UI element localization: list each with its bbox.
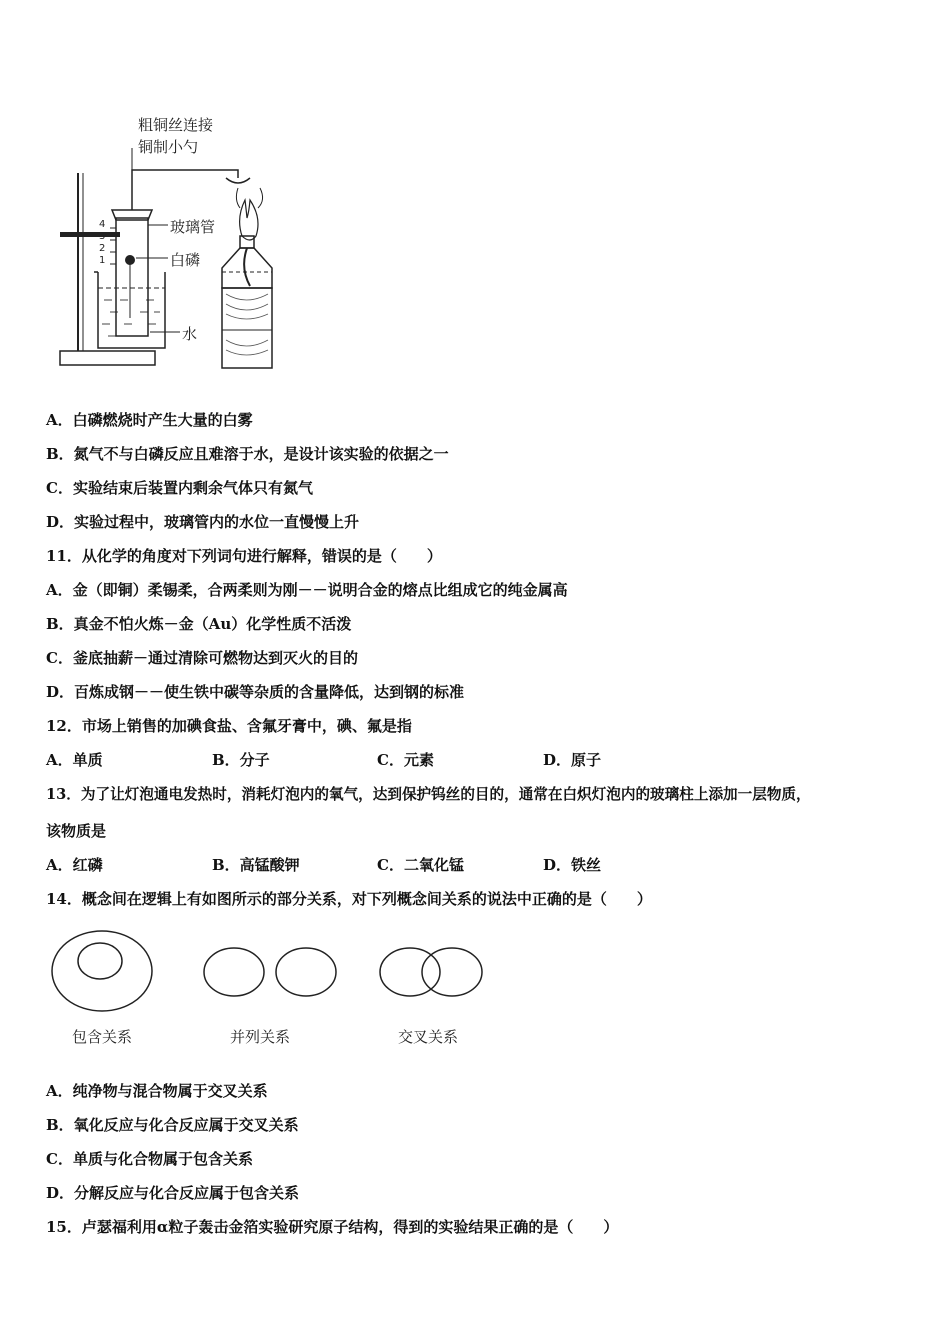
label-glass-tube: 玻璃管 [170,218,216,236]
q10-option-d: D．实验过程中，玻璃管内的水位一直慢慢上升 [46,513,360,531]
label-parallel: 并列关系 [230,1028,291,1046]
scale-mark-3: 3 [99,231,106,242]
q14-stem: 14．概念间在逻辑上有如图所示的部分关系，对下列概念间关系的说法中正确的是（ ） [46,890,652,908]
q11-stem: 11．从化学的角度对下列词句进行解释，错误的是（ ） [46,547,442,565]
containment-inner-circle [78,943,122,979]
q13-stem-line2: 该物质是 [46,822,107,840]
q12-option-d: D．原子 [543,751,602,769]
q13-stem-line1: 13．为了让灯泡通电发热时，消耗灯泡内的氧气，达到保护钨丝的目的，通常在白炽灯泡内的玻璃柱上添加一层物质， [46,786,811,803]
q11-option-b: B．真金不怕火炼－金（Au）化学性质不活泼 [46,615,352,633]
q12-option-a: A．单质 [46,751,103,769]
q12-option-b: B．分子 [212,751,270,769]
q14-option-d: D．分解反应与化合反应属于包含关系 [46,1184,300,1202]
relation-diagrams [46,920,496,1060]
q12-stem: 12．市场上销售的加碘食盐、含氟牙膏中，碘、氟是指 [46,717,412,735]
q14-option-a: A．纯净物与混合物属于交叉关系 [46,1082,268,1100]
parallel-right-circle [276,948,336,996]
q10-option-c: C．实验结束后装置内剩余气体只有氮气 [46,479,313,497]
q13-option-c: C．二氧化锰 [377,856,464,874]
scale-mark-2: 2 [99,243,106,254]
q11-option-d: D．百炼成钢－－使生铁中碳等杂质的含量降低，达到钢的标准 [46,683,465,701]
q12-option-c: C．元素 [377,751,434,769]
scale-mark-1: 1 [99,255,106,266]
label-copper-spoon: 铜制小勺 [138,138,199,156]
q14-option-c: C．单质与化合物属于包含关系 [46,1150,253,1168]
q10-option-b: B．氮气不与白磷反应且难溶于水，是设计该实验的依据之一 [46,445,449,463]
q14-option-b: B．氧化反应与化合反应属于交叉关系 [46,1116,299,1134]
q10-option-a: A．白磷燃烧时产生大量的白雾 [46,411,253,429]
q13-option-a: A．红磷 [46,856,103,874]
intersect-right-circle [422,948,482,996]
label-water: 水 [182,325,198,343]
apparatus-figure [50,108,290,378]
q11-option-a: A．金（即铜）柔锡柔，合两柔则为刚－－说明合金的熔点比组成它的纯金属高 [46,581,568,599]
relation-circles [46,920,496,1020]
q13-option-d: D．铁丝 [543,856,602,874]
label-white-phosphorus: 白磷 [170,251,201,269]
q13-option-b: B．高锰酸钾 [212,856,300,874]
label-copper-wire: 粗铜丝连接 [138,116,214,134]
q15-stem: 15．卢瑟福利用α粒子轰击金箔实验研究原子结构，得到的实验结果正确的是（ ） [46,1218,619,1236]
scale-mark-4: 4 [99,219,106,230]
parallel-left-circle [204,948,264,996]
label-containment: 包含关系 [72,1028,133,1046]
label-intersect: 交叉关系 [398,1028,459,1046]
q11-option-c: C．釜底抽薪－通过清除可燃物达到灭火的目的 [46,649,358,667]
